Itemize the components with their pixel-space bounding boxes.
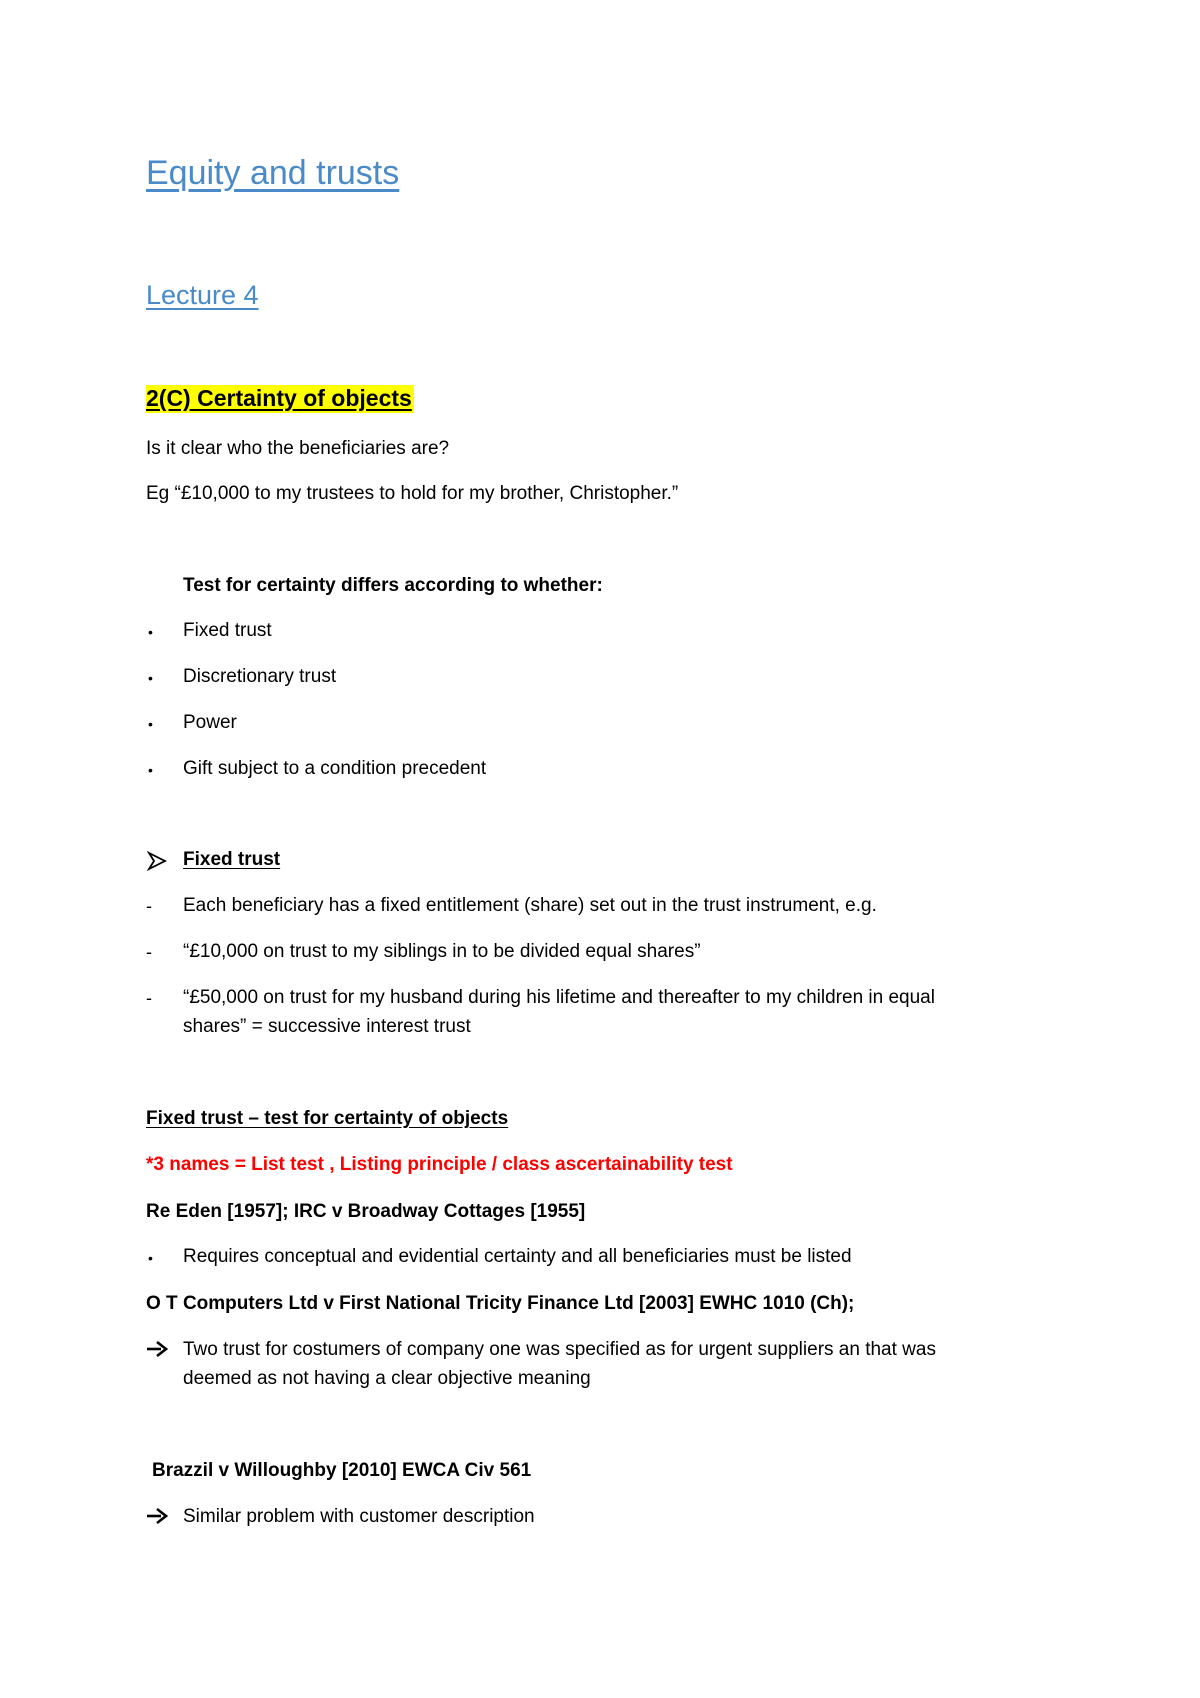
- dash-marker: -: [146, 988, 152, 1008]
- test-heading: Test for certainty differs according to whether:: [183, 575, 603, 596]
- case-brazzil: Brazzil v Willoughby [2010] EWCA Civ 561: [152, 1460, 532, 1481]
- type-item-discretionary-trust: Discretionary trust: [183, 666, 337, 687]
- type-item-fixed-trust: Fixed trust: [183, 620, 272, 641]
- case-ot-computers-point-continued: deemed as not having a clear objective meaning: [183, 1368, 591, 1389]
- section-heading-text: 2(C) Certainty of objects: [146, 385, 412, 411]
- case-ot-computers-point: Two trust for costumers of company one was specified as for urgent suppliers an that was: [183, 1339, 936, 1360]
- section-heading: [146, 383, 414, 413]
- list-test-note: *3 names = List test , Listing principle / class ascertainability test: [146, 1154, 733, 1175]
- case-ot-computers: O T Computers Ltd v First National Tricity Finance Ltd [2003] EWHC 1010 (Ch);: [146, 1293, 855, 1314]
- chevron-arrow-icon: [147, 851, 167, 871]
- dash-marker: -: [146, 896, 152, 916]
- bullet-marker: •: [148, 716, 153, 732]
- bullet-marker: •: [148, 762, 153, 778]
- dash-marker: -: [146, 942, 152, 962]
- intro-example: Eg “£10,000 to my trustees to hold for my brother, Christopher.”: [146, 483, 679, 504]
- case-re-eden: Re Eden [1957]; IRC v Broadway Cottages [1955]: [146, 1201, 586, 1222]
- lecture-heading: Lecture 4: [146, 280, 259, 310]
- case-brazzil-point: Similar problem with customer description: [183, 1506, 535, 1527]
- right-arrow-icon: [146, 1340, 168, 1358]
- type-item-power: Power: [183, 712, 237, 733]
- bullet-marker: •: [148, 624, 153, 640]
- fixed-trust-heading: Fixed trust: [183, 849, 281, 870]
- type-item-gift: Gift subject to a condition precedent: [183, 758, 487, 779]
- bullet-marker: •: [148, 1250, 153, 1266]
- document-title: Equity and trusts: [146, 154, 400, 192]
- case-re-eden-point: Requires conceptual and evidential certainty and all beneficiaries must be listed: [183, 1246, 852, 1267]
- fixed-trust-point-continued: shares” = successive interest trust: [183, 1016, 471, 1037]
- fixed-trust-point: Each beneficiary has a fixed entitlement (share) set out in the trust instrument, e.g.: [183, 895, 877, 916]
- intro-question: Is it clear who the beneficiaries are?: [146, 438, 450, 459]
- bullet-marker: •: [148, 670, 153, 686]
- fixed-trust-point: “£50,000 on trust for my husband during his lifetime and thereafter to my children in equal: [183, 987, 935, 1008]
- fixed-trust-point: “£10,000 on trust to my siblings in to be divided equal shares”: [183, 941, 701, 962]
- right-arrow-icon: [146, 1507, 168, 1525]
- test-section-heading: Fixed trust – test for certainty of objects: [146, 1108, 509, 1129]
